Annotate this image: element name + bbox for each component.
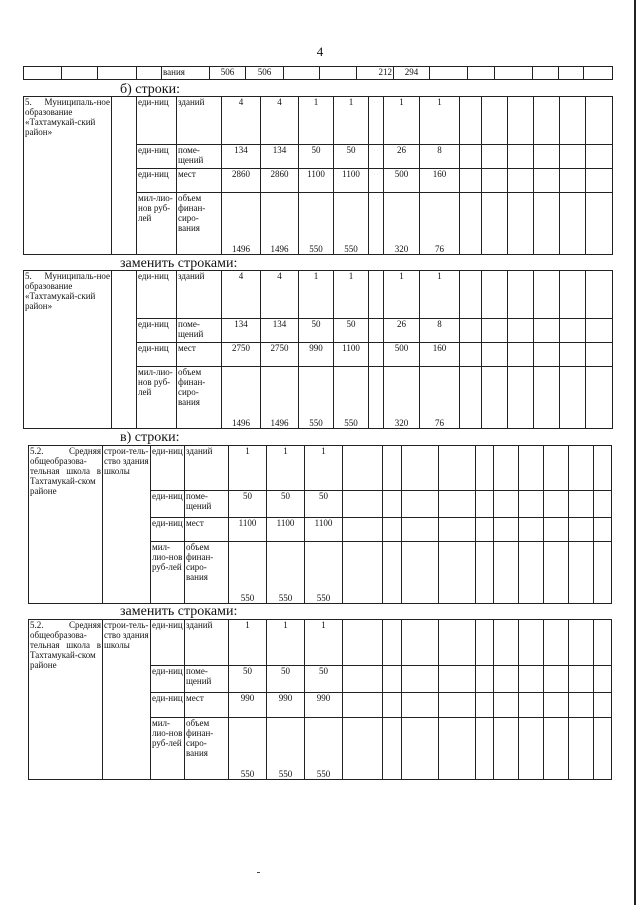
empty-cell	[439, 693, 476, 718]
unit-cell: мил-лио-нов руб-лей	[137, 193, 177, 255]
empty-cell	[460, 169, 482, 193]
top-row-value: 212	[357, 67, 394, 80]
value-cell	[369, 343, 384, 367]
value-cell: 50	[229, 666, 267, 693]
empty-cell	[519, 718, 544, 780]
top-cell	[468, 67, 495, 80]
value-cell: 1100	[334, 343, 369, 367]
value-cell: 990	[305, 693, 343, 718]
empty-cell	[560, 169, 586, 193]
top-row-value: 506	[246, 67, 284, 80]
empty-cell	[508, 145, 534, 169]
empty-cell	[476, 666, 494, 693]
measure-cell: объем финан-сиро-вания	[185, 542, 229, 604]
unit-cell: еди-ниц	[151, 693, 185, 718]
value-cell: 1	[420, 271, 460, 319]
top-cell	[495, 67, 533, 80]
empty-cell	[519, 491, 544, 518]
value-cell: 76	[420, 367, 460, 429]
section-v-heading: в) строки:	[120, 430, 180, 445]
empty-cell	[494, 718, 519, 780]
entity-name: 5. Муниципаль-ное образование «Тахтамукай-ский район»	[24, 271, 112, 429]
value-cell: 550	[305, 542, 343, 604]
unit-cell: мил-лио-нов руб-лей	[151, 718, 185, 780]
top-continuation-table	[23, 66, 613, 80]
empty-cell	[519, 542, 544, 604]
empty-cell	[460, 271, 482, 319]
value-cell: 1	[267, 620, 305, 666]
empty-cell	[586, 193, 613, 255]
empty-cell	[569, 542, 594, 604]
empty-cell	[586, 343, 613, 367]
value-cell: 50	[299, 145, 334, 169]
unit-cell: еди-ниц	[137, 319, 177, 343]
measure-cell: зданий	[177, 271, 222, 319]
empty-cell	[482, 319, 508, 343]
value-cell: 2750	[261, 343, 299, 367]
empty-cell	[494, 518, 519, 542]
value-cell: 26	[384, 145, 420, 169]
entity-name: 5. Муниципаль-ное образование «Тахтамукай-ский район»	[24, 97, 112, 255]
empty-cell	[494, 693, 519, 718]
measure-cell: поме-щений	[185, 491, 229, 518]
value-cell: 134	[261, 319, 299, 343]
unit-cell: еди-ниц	[137, 169, 177, 193]
value-cell	[369, 271, 384, 319]
empty-cell	[594, 620, 612, 666]
empty-cell	[343, 446, 383, 491]
top-cell	[559, 67, 584, 80]
empty-cell	[476, 446, 494, 491]
empty-cell	[439, 446, 476, 491]
empty-cell	[383, 718, 402, 780]
empty-cell	[544, 542, 569, 604]
value-cell	[369, 367, 384, 429]
empty-cell	[439, 518, 476, 542]
top-cell	[62, 67, 98, 80]
value-cell: 1	[420, 97, 460, 145]
empty-cell	[560, 271, 586, 319]
empty-cell	[476, 620, 494, 666]
empty-cell	[476, 542, 494, 604]
value-cell: 550	[229, 718, 267, 780]
empty-cell	[569, 693, 594, 718]
type-cell: строи-тель-ство здания школы	[103, 446, 151, 604]
empty-cell	[569, 446, 594, 491]
empty-cell	[460, 193, 482, 255]
measure-cell: мест	[177, 343, 222, 367]
empty-cell	[383, 693, 402, 718]
unit-cell: еди-ниц	[151, 620, 185, 666]
empty-cell	[569, 620, 594, 666]
empty-cell	[494, 491, 519, 518]
value-cell: 2750	[222, 343, 261, 367]
empty-cell	[383, 542, 402, 604]
value-cell: 1	[229, 620, 267, 666]
empty-cell	[560, 193, 586, 255]
measure-cell: поме-щений	[177, 145, 222, 169]
top-row-label: вания	[162, 67, 210, 80]
empty-cell	[439, 491, 476, 518]
empty-cell	[343, 693, 383, 718]
empty-cell	[343, 491, 383, 518]
type-cell	[112, 271, 137, 429]
value-cell: 50	[305, 491, 343, 518]
scan-page-edge	[634, 0, 636, 905]
value-cell: 1100	[267, 518, 305, 542]
value-cell: 550	[267, 718, 305, 780]
empty-cell	[519, 518, 544, 542]
empty-cell	[519, 446, 544, 491]
section-b-table	[23, 96, 613, 255]
value-cell: 550	[267, 542, 305, 604]
value-cell: 550	[305, 718, 343, 780]
empty-cell	[508, 343, 534, 367]
value-cell: 2860	[261, 169, 299, 193]
empty-cell	[569, 518, 594, 542]
empty-cell	[383, 518, 402, 542]
empty-cell	[402, 491, 439, 518]
measure-cell: зданий	[185, 446, 229, 491]
value-cell: 50	[334, 145, 369, 169]
value-cell: 1	[384, 97, 420, 145]
section-v-table	[28, 445, 612, 604]
value-cell: 50	[267, 491, 305, 518]
entity-name: 5.2. Средняя общеобразова-тельная школа в Тахтамукай-ском районе	[29, 620, 103, 780]
value-cell: 1100	[299, 169, 334, 193]
empty-cell	[544, 518, 569, 542]
measure-cell: объем финан-сиро-вания	[185, 718, 229, 780]
empty-cell	[402, 446, 439, 491]
empty-cell	[383, 666, 402, 693]
empty-cell	[494, 666, 519, 693]
empty-cell	[586, 97, 613, 145]
value-cell	[369, 169, 384, 193]
value-cell: 1	[334, 97, 369, 145]
unit-cell: мил-лио-нов руб-лей	[151, 542, 185, 604]
empty-cell	[460, 145, 482, 169]
value-cell: 76	[420, 193, 460, 255]
value-cell: 1100	[229, 518, 267, 542]
top-cell	[284, 67, 320, 80]
empty-cell	[519, 693, 544, 718]
value-cell: 320	[384, 367, 420, 429]
value-cell	[369, 97, 384, 145]
section-v-replace-heading: заменить строками:	[120, 604, 238, 619]
value-cell: 1	[267, 446, 305, 491]
empty-cell	[402, 718, 439, 780]
top-cell	[98, 67, 137, 80]
empty-cell	[482, 343, 508, 367]
empty-cell	[494, 542, 519, 604]
empty-cell	[460, 367, 482, 429]
value-cell: 1	[305, 446, 343, 491]
value-cell: 1100	[305, 518, 343, 542]
empty-cell	[594, 718, 612, 780]
empty-cell	[534, 367, 560, 429]
value-cell: 550	[229, 542, 267, 604]
empty-cell	[402, 518, 439, 542]
empty-cell	[544, 693, 569, 718]
empty-cell	[439, 718, 476, 780]
value-cell: 1496	[222, 193, 261, 255]
value-cell: 550	[334, 367, 369, 429]
value-cell: 134	[222, 319, 261, 343]
empty-cell	[482, 271, 508, 319]
empty-cell	[476, 491, 494, 518]
value-cell: 160	[420, 343, 460, 367]
empty-cell	[402, 542, 439, 604]
empty-cell	[544, 666, 569, 693]
empty-cell	[560, 319, 586, 343]
page-number: 4	[316, 44, 324, 59]
value-cell: 4	[261, 97, 299, 145]
value-cell: 134	[261, 145, 299, 169]
empty-cell	[594, 491, 612, 518]
empty-cell	[508, 271, 534, 319]
scan-speck	[257, 872, 260, 873]
value-cell: 8	[420, 319, 460, 343]
empty-cell	[508, 367, 534, 429]
top-row-value: 294	[394, 67, 430, 80]
empty-cell	[534, 271, 560, 319]
unit-cell: еди-ниц	[151, 491, 185, 518]
measure-cell: мест	[185, 693, 229, 718]
empty-cell	[560, 367, 586, 429]
empty-cell	[534, 319, 560, 343]
empty-cell	[586, 169, 613, 193]
section-b-replace-table	[23, 270, 613, 429]
empty-cell	[343, 518, 383, 542]
value-cell: 50	[334, 319, 369, 343]
value-cell: 1496	[261, 367, 299, 429]
value-cell: 50	[299, 319, 334, 343]
empty-cell	[594, 542, 612, 604]
value-cell: 550	[334, 193, 369, 255]
empty-cell	[343, 718, 383, 780]
empty-cell	[544, 620, 569, 666]
value-cell	[369, 193, 384, 255]
empty-cell	[508, 319, 534, 343]
unit-cell: еди-ниц	[137, 97, 177, 145]
empty-cell	[534, 145, 560, 169]
empty-cell	[594, 446, 612, 491]
empty-cell	[508, 193, 534, 255]
top-row-value: 506	[210, 67, 246, 80]
empty-cell	[534, 343, 560, 367]
section-v-replace-table	[28, 619, 612, 780]
empty-cell	[586, 319, 613, 343]
empty-cell	[482, 169, 508, 193]
empty-cell	[569, 666, 594, 693]
empty-cell	[343, 666, 383, 693]
value-cell: 2860	[222, 169, 261, 193]
top-cell	[24, 67, 62, 80]
empty-cell	[544, 491, 569, 518]
empty-cell	[494, 446, 519, 491]
empty-cell	[402, 666, 439, 693]
value-cell: 1	[229, 446, 267, 491]
empty-cell	[560, 145, 586, 169]
empty-cell	[343, 542, 383, 604]
empty-cell	[476, 718, 494, 780]
top-cell	[137, 67, 162, 80]
value-cell: 990	[229, 693, 267, 718]
value-cell: 4	[222, 271, 261, 319]
measure-cell: поме-щений	[177, 319, 222, 343]
top-cell	[533, 67, 559, 80]
empty-cell	[560, 97, 586, 145]
empty-cell	[482, 97, 508, 145]
empty-cell	[383, 491, 402, 518]
value-cell: 320	[384, 193, 420, 255]
empty-cell	[460, 319, 482, 343]
empty-cell	[482, 367, 508, 429]
unit-cell: еди-ниц	[151, 518, 185, 542]
empty-cell	[586, 271, 613, 319]
empty-cell	[460, 97, 482, 145]
empty-cell	[476, 518, 494, 542]
top-cell	[320, 67, 357, 80]
top-cell	[584, 67, 613, 80]
value-cell: 8	[420, 145, 460, 169]
value-cell	[369, 319, 384, 343]
value-cell: 1	[299, 97, 334, 145]
value-cell: 4	[261, 271, 299, 319]
value-cell: 1	[384, 271, 420, 319]
empty-cell	[494, 620, 519, 666]
empty-cell	[482, 145, 508, 169]
unit-cell: еди-ниц	[137, 271, 177, 319]
empty-cell	[476, 693, 494, 718]
empty-cell	[534, 193, 560, 255]
value-cell: 550	[299, 193, 334, 255]
value-cell: 1	[334, 271, 369, 319]
empty-cell	[439, 542, 476, 604]
unit-cell: еди-ниц	[137, 145, 177, 169]
value-cell: 550	[299, 367, 334, 429]
value-cell: 1	[305, 620, 343, 666]
entity-name: 5.2. Средняя общеобразова-тельная школа в Тахтамукай-ском районе	[29, 446, 103, 604]
value-cell: 4	[222, 97, 261, 145]
empty-cell	[594, 518, 612, 542]
section-b-replace-heading: заменить строками:	[120, 256, 238, 271]
empty-cell	[544, 446, 569, 491]
unit-cell: еди-ниц	[151, 666, 185, 693]
type-cell: строи-тель-ство здания школы	[103, 620, 151, 780]
empty-cell	[594, 666, 612, 693]
value-cell: 50	[267, 666, 305, 693]
value-cell	[369, 145, 384, 169]
empty-cell	[560, 343, 586, 367]
empty-cell	[508, 169, 534, 193]
value-cell: 26	[384, 319, 420, 343]
measure-cell: зданий	[185, 620, 229, 666]
measure-cell: мест	[177, 169, 222, 193]
empty-cell	[508, 97, 534, 145]
empty-cell	[519, 666, 544, 693]
empty-cell	[534, 169, 560, 193]
empty-cell	[482, 193, 508, 255]
empty-cell	[586, 367, 613, 429]
measure-cell: поме-щений	[185, 666, 229, 693]
empty-cell	[569, 491, 594, 518]
measure-cell: зданий	[177, 97, 222, 145]
unit-cell: еди-ниц	[151, 446, 185, 491]
value-cell: 1100	[334, 169, 369, 193]
value-cell: 1	[299, 271, 334, 319]
empty-cell	[519, 620, 544, 666]
empty-cell	[402, 620, 439, 666]
value-cell: 1496	[261, 193, 299, 255]
value-cell: 160	[420, 169, 460, 193]
empty-cell	[544, 718, 569, 780]
empty-cell	[569, 718, 594, 780]
measure-cell: мест	[185, 518, 229, 542]
empty-cell	[383, 620, 402, 666]
empty-cell	[586, 145, 613, 169]
empty-cell	[534, 97, 560, 145]
measure-cell: объем финан-сиро-вания	[177, 193, 222, 255]
empty-cell	[594, 693, 612, 718]
empty-cell	[402, 693, 439, 718]
value-cell: 134	[222, 145, 261, 169]
empty-cell	[439, 666, 476, 693]
value-cell: 50	[305, 666, 343, 693]
top-cell	[430, 67, 468, 80]
measure-cell: объем финан-сиро-вания	[177, 367, 222, 429]
value-cell: 500	[384, 343, 420, 367]
unit-cell: мил-лио-нов руб-лей	[137, 367, 177, 429]
unit-cell: еди-ниц	[137, 343, 177, 367]
empty-cell	[439, 620, 476, 666]
empty-cell	[460, 343, 482, 367]
empty-cell	[343, 620, 383, 666]
value-cell: 50	[229, 491, 267, 518]
value-cell: 500	[384, 169, 420, 193]
value-cell: 990	[267, 693, 305, 718]
section-b-heading: б) строки:	[120, 82, 180, 97]
type-cell	[112, 97, 137, 255]
value-cell: 1496	[222, 367, 261, 429]
empty-cell	[383, 446, 402, 491]
value-cell: 990	[299, 343, 334, 367]
